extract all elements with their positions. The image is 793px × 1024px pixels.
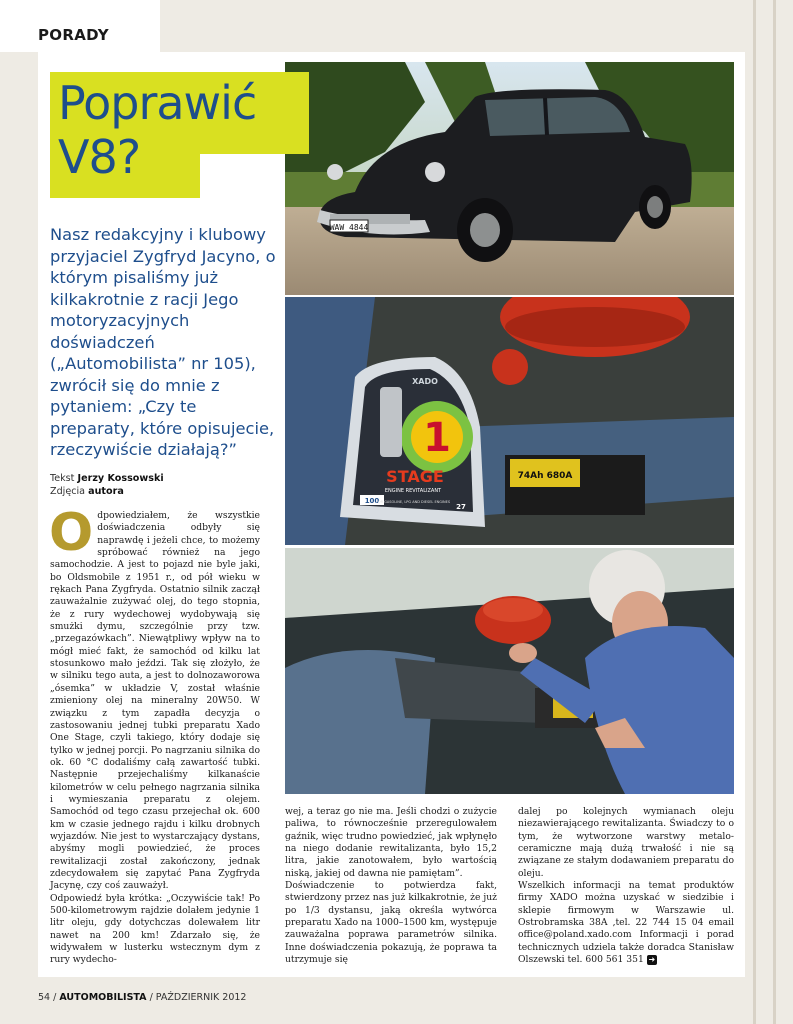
product-badge: 100 [364,497,380,505]
body-column-1 [49,503,260,967]
body-paragraph: Wszelkich informacji na temat produktów firmy XADO można uzyskać w siedzibie i sklepie firmowym w Warszawie ul. Ostrobramska 38A ,tel. 22 744 15 04 email office@poland.xado.com Informacji i porad technicznych udziela także doradca Stanisław Olszewski tel. 600 561 351 [518,880,734,966]
battery-label: 74Ah 680A [517,471,573,481]
dropcap: O [49,503,94,563]
body-paragraph: Doświadczenie to potwierdza fakt, stwierdzony przez nas już kilkakrotnie, że już po 1/3 dystansu, jaką określa wytwórca preparatu Xado na 1000–1500 km, występuje zauważalna poprawa parametrów silnika. Inne doświadczenia pokazują, że poprawa ta utrzymuje się [285,880,497,966]
credit-text-author: Jerzy Kossowski [77,473,164,484]
body-paragraph: dpowiedziałem, że wszystkie doświadczenia odbyły się naprawdę i jeżeli chce, to możemy spróbować również na jego samochodzie. A jest to pojazd nie byle jaki, bo Oldsmobile z 1951 r., od pół wieku w rękach Pana Zygfryda. Ostatnio silnik zaczął zauważalnie zużywać olej, do tego stopnia, że z rury wydechowej wydobywają się smużki dymu, szczególnie przy tzw. „przegazówkach”. Niewątpliwy wpływ na to mógł mieć fakt, że samochód od kilku lat stosunkowo mało jeździ. Tak się złożyło, że w silniku tego auta, a jest to dolnozaworowa „ósemka” w układzie V, został właśnie zmieniony olej na mineralny 20W50. W związku z tym zapadła decyzja o zastosowaniu jednej tubki preparatu Xado One Stage, czyli takiego, który dodaje się tylko w jednej porcji. Po nagrzaniu silnika do ok. 60 °C dodaliśmy całą zawartość tubki. Następnie przejechaliśmy kilkanaście kilometrów w celu pełnego nagrzania silnika i wymieszania preparatu z olejem. Samochód od tego czasu przejechał ok. 600 km w czasie jednego rajdu i kilku drobnych wyjazdów. Nie jest to wystarczający dystans, abyśmy mogli powiedzieć, że proces rewitalizacji został zakończony, jednak zdecydowałem się zapytać Pana Zygfryda Jacynę, czy coś zauważył. [50,510,260,892]
body-column-2 [285,806,497,966]
photo-engine-product [285,297,734,545]
body-paragraph: Odpowiedź była krótka: „Oczywiście tak! Po 500-kilometrowym rajdzie dolałem jedynie 1 litr oleju, gdy dotychczas dolewałem litr nawet na 200 km! Zdarzało się, że widywałem w lusterku wstecznym dym z rury wydecho- [50,892,260,966]
product-name: STAGE [386,467,444,486]
article-lead: Nasz redakcyjny i klubowy przyjaciel Zygfryd Jacyno, o którym pisaliśmy już kilkakrotnie z racji Jego motoryzacyjnych doświadczeń („Automobilista” nr 105), zwrócił się do mnie z pytaniem: „Czy te preparaty, które opisujecie, rzeczywiście działają?” [50,225,276,459]
section-label: PORADY [38,26,109,44]
body-paragraph: wej, a teraz go nie ma. Jeśli chodzi o zużycie paliwa, to równocześnie przeregulowałem gaźnik, więc trudno powiedzieć, jak wpłynęło na niego dodanie rewitalizanta, było 15,2 litra, jakie zanotowałem, było wartością niską, jakiej od dawna nie pamiętam”. [285,806,497,879]
magazine-name: AUTOMOBILISTA [59,992,147,1003]
body-column-3 [518,806,734,966]
credit-text-label: Tekst [50,473,75,484]
product-number: 1 [423,415,451,461]
photo-man-engine [285,548,734,794]
page-number: 54 [38,992,51,1003]
margin-stripe [753,0,756,1024]
credit-photos-author: autora [88,486,124,497]
product-volume: 27 [456,503,466,511]
issue-date: / PAŹDZIERNIK 2012 [149,992,247,1003]
body-paragraph: dalej po kolejnych wymianach oleju niezawierającego rewitalizanta. Świadczy to o tym, że wytworzone warstwy metalo-ceramiczne mają dużą trwałość i nie są związane ze stałym dodawaniem preparatu do oleju. [518,806,734,879]
margin-stripe [773,0,776,1024]
product-desc: FOR GASOLINE, LPG AND DIESEL ENGINES [375,500,451,504]
product-sub: ENGINE REVITALIZANT [384,488,442,494]
article-credits [50,472,164,498]
page-footer: 54 / AUTOMOBILISTA / PAŹDZIERNIK 2012 [38,992,247,1003]
end-of-article-icon: ➜ [648,954,656,964]
product-brand: XADO [412,377,438,386]
article-title: Poprawić V8? [58,76,257,184]
car-plate: WAW 4844 [329,223,369,232]
photo-oldsmobile [285,62,734,295]
credit-photos-label: Zdjęcia [50,486,86,497]
